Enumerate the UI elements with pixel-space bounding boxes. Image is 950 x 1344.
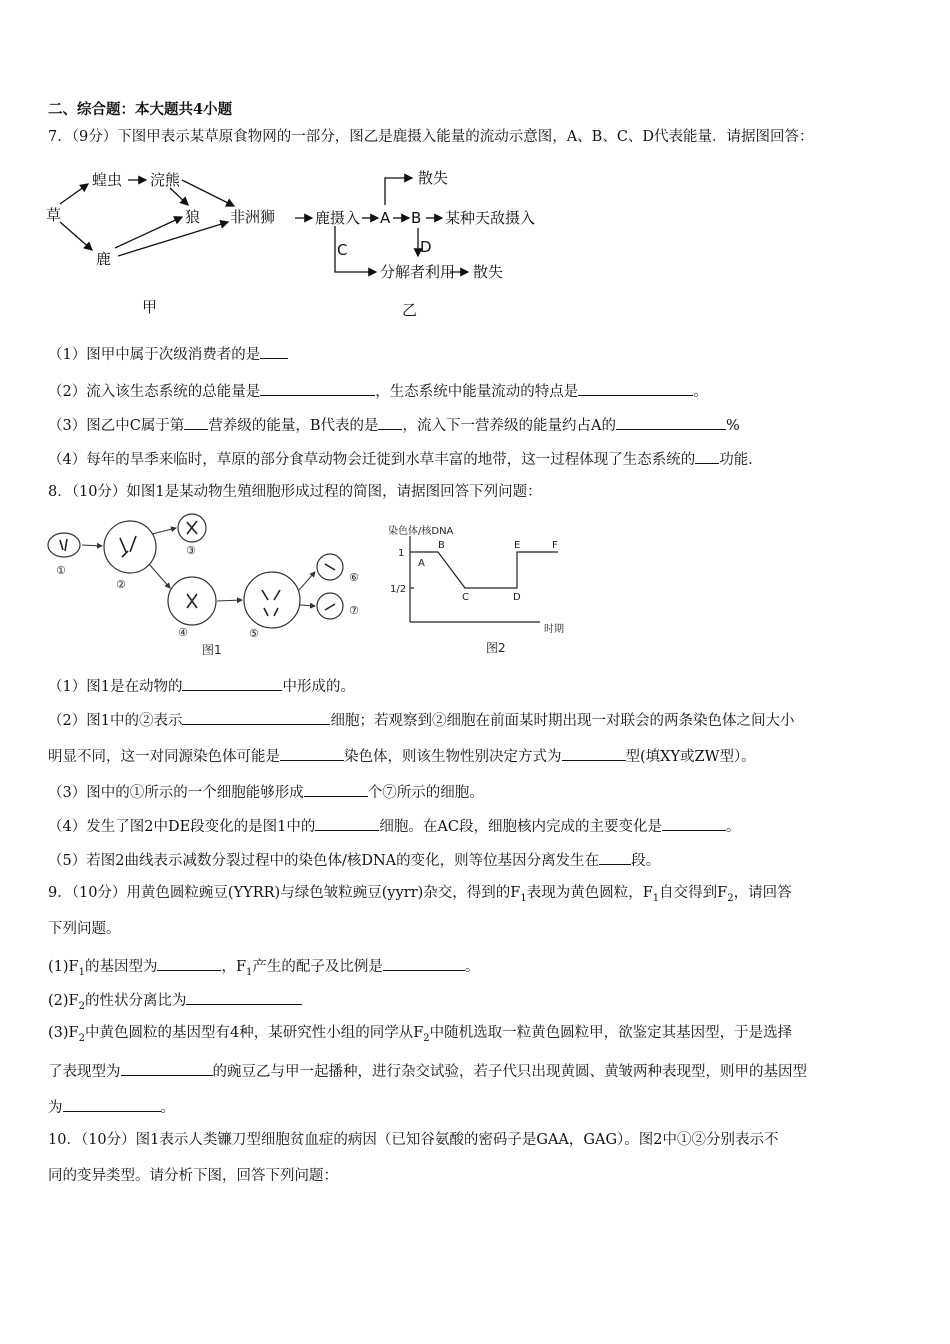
q9-part3-cont — [48, 1060, 807, 1082]
section-heading: 二、综合题：本大题共4小题 — [48, 101, 233, 118]
answer-blank[interactable] — [63, 1096, 161, 1112]
answer-blank[interactable] — [562, 745, 626, 761]
node-deer: 鹿 — [96, 250, 112, 268]
q7-p2b: ，生态系统中能量流动的特点是 — [375, 384, 579, 400]
answer-blank[interactable] — [304, 781, 368, 797]
q7-part4 — [48, 448, 763, 470]
q8-part4 — [48, 815, 740, 837]
q8-figure1 — [44, 512, 374, 662]
q9-p3c: 中随机选取一粒黄色圆粒甲，欲鉴定其基因型，于是选择 — [429, 1025, 793, 1041]
q8-p4b: 细胞。在AC段，细胞核内完成的主要变化是 — [379, 819, 662, 835]
q7-part2 — [48, 380, 708, 402]
fig1-label-2: ② — [116, 578, 126, 591]
q9-p3d: 了表现型为 — [48, 1064, 121, 1080]
fig-yi-label: 乙 — [402, 301, 418, 319]
fig2-y1: 1 — [398, 548, 405, 559]
q9-p3a: (3)F — [48, 1025, 79, 1041]
q8-p5b: 段。 — [631, 853, 661, 869]
yi-decomposer: 分解者利用 — [380, 263, 456, 281]
sub: 2 — [727, 892, 734, 904]
fig1-label-1: ① — [56, 564, 66, 577]
answer-blank[interactable] — [578, 380, 693, 396]
sub: 2 — [78, 1000, 85, 1012]
node-locust: 蝗虫 — [92, 171, 123, 189]
fig1-label-5: ⑤ — [249, 627, 259, 640]
answer-blank[interactable] — [315, 815, 379, 831]
q7-p2c: 。 — [693, 384, 708, 400]
answer-blank[interactable] — [599, 849, 631, 865]
q7-p3c: ，流入下一营养级的能量约占A的 — [402, 418, 616, 434]
q8-part5 — [48, 849, 660, 871]
fig2-xlabel: 时期 — [544, 624, 564, 635]
yi-C: C — [337, 241, 348, 259]
fig2-point-D: D — [513, 592, 521, 603]
q8-p2e: 型(填XY或ZW型）。 — [625, 749, 756, 765]
q9-p1e: 。 — [464, 959, 480, 975]
sub: 1 — [246, 966, 253, 978]
q8-p5a: （5）若图2曲线表示减数分裂过程中的染色体/核DNA的变化，则等位基因分离发生在 — [48, 853, 600, 869]
fig2-point-E: E — [514, 540, 521, 551]
sub: 2 — [78, 1032, 85, 1044]
yi-D: D — [420, 238, 432, 256]
sub: 1 — [652, 892, 660, 904]
q7-p3b: 营养级的能量，B代表的是 — [208, 418, 379, 434]
q8-p1a: （1）图1是在动物的 — [48, 679, 183, 695]
answer-blank[interactable] — [378, 414, 402, 430]
q8-p2a: （2）图1中的②表示 — [48, 713, 183, 729]
node-grass: 草 — [46, 206, 62, 224]
yi-dissipate-top: 散失 — [418, 169, 449, 187]
fig1-label-7: ⑦ — [349, 604, 359, 617]
fig1-caption: 图1 — [202, 643, 222, 657]
fig2-caption: 图2 — [486, 641, 506, 655]
q9-part1 — [48, 955, 479, 983]
yi-A: A — [380, 209, 391, 227]
fig-jia-label: 甲 — [142, 298, 158, 316]
sub: 1 — [520, 892, 527, 904]
q9-p2b: 的性状分离比为 — [84, 993, 187, 1009]
q7-part1 — [48, 343, 288, 365]
answer-blank[interactable] — [662, 815, 726, 831]
q8-part3 — [48, 781, 484, 803]
fig2-point-B: B — [438, 540, 445, 551]
q9-p3f: 为 — [48, 1100, 63, 1116]
answer-blank[interactable] — [280, 745, 344, 761]
q9-stem-line1 — [48, 883, 792, 909]
answer-blank[interactable] — [182, 675, 282, 691]
answer-blank[interactable] — [186, 989, 302, 1005]
sub: 1 — [78, 966, 85, 978]
q9-l1b: 表现为黄色圆粒，F — [526, 885, 653, 901]
q10-stem-line2: 同的变异类型。请分析下图，回答下列问题： — [48, 1168, 338, 1184]
q7-p4b: 功能． — [719, 452, 763, 468]
fig2-ylabel: 染色体/核DNA — [388, 526, 454, 537]
q8-p1b: 中形成的。 — [282, 679, 355, 695]
q8-p2c: 明显不同，这一对同源染色体可能是 — [48, 749, 280, 765]
q9-p1b: 的基因型为 — [84, 959, 158, 975]
q9-p3b: 中黄色圆粒的基因型有4种，某研究性小组的同学从F — [84, 1025, 424, 1041]
q7-part3 — [48, 414, 740, 436]
yi-B: B — [411, 209, 422, 227]
q8-part1 — [48, 675, 355, 697]
answer-blank[interactable] — [157, 955, 221, 971]
answer-blank[interactable] — [182, 709, 330, 725]
fig2-point-F: F — [552, 540, 558, 551]
answer-blank[interactable] — [184, 414, 208, 430]
q7-p3a: （3）图乙中C属于第 — [48, 418, 185, 434]
node-wolf: 狼 — [185, 208, 201, 226]
answer-blank[interactable] — [121, 1060, 213, 1076]
q8-p2d: 染色体，则该生物性别决定方式为 — [344, 749, 562, 765]
yi-enemy: 某种天敌摄入 — [445, 209, 536, 227]
q8-part2 — [48, 709, 794, 731]
q8-part2-cont — [48, 745, 756, 767]
q8-p4a: （4）发生了图2中DE段变化的是图1中的 — [48, 819, 316, 835]
fig1-label-4: ④ — [178, 626, 188, 639]
q8-stem: 8．（10分）如图1是某动物生殖细胞形成过程的简图，请据图回答下列问题： — [48, 484, 542, 500]
answer-blank[interactable] — [260, 343, 288, 359]
fig2-yhalf: 1/2 — [390, 584, 407, 595]
answer-blank[interactable] — [383, 955, 465, 971]
q7-p1-text: （1）图甲中属于次级消费者的是 — [48, 347, 261, 363]
q9-part2 — [48, 989, 302, 1017]
answer-blank[interactable] — [616, 414, 726, 430]
q9-stem-line2: 下列问题。 — [48, 921, 121, 937]
q7-stem: 7．（9分）下图甲表示某草原食物网的一部分，图乙是鹿摄入能量的流动示意图，A、B、C、D代表能量．请据图回答： — [48, 129, 814, 145]
q9-p2a: (2)F — [48, 993, 79, 1009]
q8-p2b: 细胞；若观察到②细胞在前面某时期出现一对联会的两条染色体之间大小 — [330, 713, 795, 729]
q9-p1d: 产生的配子及比例是 — [252, 959, 383, 975]
q7-p3d: % — [725, 418, 740, 434]
q9-l1a: 9．（10分）用黄色圆粒豌豆(YYRR)与绿色皱粒豌豆(yyrr)杂交，得到的F — [48, 885, 521, 901]
fig1-label-3: ③ — [186, 544, 196, 557]
yi-intake: 鹿摄入 — [315, 209, 361, 227]
node-raccoon: 浣熊 — [150, 171, 181, 189]
fig2-point-A: A — [418, 558, 425, 569]
q7-figure — [40, 160, 540, 325]
q9-part3-end — [48, 1096, 175, 1118]
q9-p1c: ，F — [221, 959, 247, 975]
q10-stem-line1: 10．（10分）图1表示人类镰刀型细胞贫血症的病因（已知谷氨酸的密码子是GAA，GAG）。图2中①②分别表示不 — [48, 1132, 779, 1148]
q7-p4a: （4）每年的旱季来临时，草原的部分食草动物会迁徙到水草丰富的地带，这一过程体现了生态系统的 — [48, 452, 696, 468]
yi-dissipate-bottom: 散失 — [473, 263, 504, 281]
q9-part3 — [48, 1023, 792, 1049]
q8-p3a: （3）图中的①所示的一个细胞能够形成 — [48, 785, 304, 801]
q9-l1c: 自交得到F — [659, 885, 728, 901]
q8-p3b: 个⑦所示的细胞。 — [367, 785, 484, 801]
fig1-label-6: ⑥ — [349, 571, 359, 584]
q8-figure2 — [380, 522, 580, 660]
fig2-point-C: C — [462, 592, 469, 603]
fig2-curve — [410, 552, 558, 588]
answer-blank[interactable] — [695, 448, 719, 464]
q9-p3e: 的豌豆乙与甲一起播种，进行杂交试验，若子代只出现黄圆、黄皱两种表现型，则甲的基因型 — [212, 1064, 807, 1080]
q8-p4c: 。 — [725, 819, 741, 835]
q9-p3g: 。 — [160, 1100, 175, 1116]
answer-blank[interactable] — [260, 380, 375, 396]
node-lion: 非洲狮 — [230, 208, 276, 226]
q7-p2a: （2）流入该生态系统的总能量是 — [48, 384, 261, 400]
q9-p1a: (1)F — [48, 959, 79, 975]
sub: 2 — [423, 1032, 430, 1044]
q9-l1d: ，请回答 — [733, 885, 792, 901]
